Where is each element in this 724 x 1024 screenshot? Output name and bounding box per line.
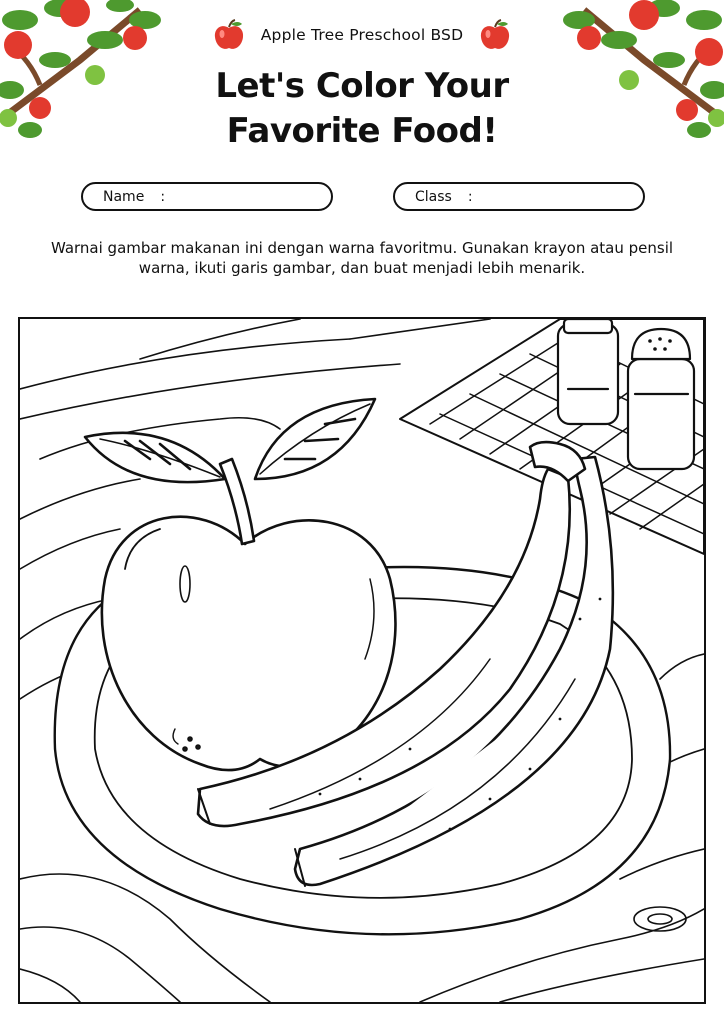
class-separator: : — [467, 188, 473, 205]
pepper-shaker-icon — [628, 329, 694, 469]
class-field[interactable] — [393, 182, 645, 211]
apple-icon — [213, 18, 245, 52]
name-separator: : — [160, 188, 166, 205]
coloring-illustration[interactable] — [20, 319, 704, 1002]
instructions-text: Warnai gambar makanan ini dengan warna favoritmu. Gunakan krayon atau pensil warna, ikuti garis gambar, dan buat menjadi lebih menarik. — [50, 239, 674, 277]
class-label: Class — [415, 188, 452, 205]
name-field[interactable] — [81, 182, 333, 211]
coloring-frame[interactable] — [18, 317, 706, 1004]
title-line-1: Let's Color Your — [215, 66, 509, 106]
page-title — [0, 64, 724, 154]
name-label: Name — [103, 188, 145, 205]
school-name: Apple Tree Preschool BSD — [260, 26, 464, 44]
school-header — [0, 18, 724, 52]
salt-shaker-icon — [558, 319, 618, 424]
apple-icon — [479, 18, 511, 52]
title-line-2: Favorite Food! — [226, 111, 498, 151]
